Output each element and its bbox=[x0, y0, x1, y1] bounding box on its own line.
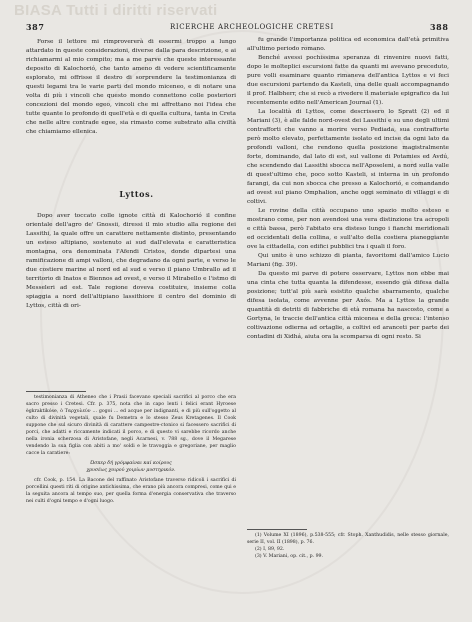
section-paragraph: Dopo aver toccato colle ignote città di Kalochorió il confine orientale dell'agro de' Gnossii, diressi il mio studio alla regione dei Lassithi, la quale offre un carattere nettamente distinto, presentando un esteso altipiano, sostenuto ai sud dall'elevata e caratteristica montagna, ora denominata l'Afendi Cristos, donde dipartesi una ramificazione di ampi valloni, che degradano da ogni parte, e verso le due costiere marine al nord ed al sud e verso il piano Umbrallo ad il territorio di Inatos e Biennos ad ovest, e verso il Mirabello e l'istmo di Messeleri ad est. Tale regione doveva costituire, insieme colla spiaggia a nord dell'altipiano lassithiore il centro del dominio di Lyttos, città di ori- bbox=[26, 213, 236, 309]
right-paragraph-6: Da questo mi parve di potere osservare, Lyttos non ebbe mai una cinta che tutta quanta la difendesse, essendo già difesa dalla posizione; tutt'al più sarà esistito qualche sbarramento, qualche difesa isolata, come avvenne per Axós. Ma a Lyttos la grande quantità di detriti di fabbriche di età romana ha nascosto, come a Gortyna, le traccie dell'antica città micenea e della greca: l'intenso coltivazione odierna ad ortaglie, a coltivi ed aranceti per parte dei contadini di Xidhá, aiuta ora la scomparsa di ogni resto. Si bbox=[247, 271, 449, 340]
right-column bbox=[247, 36, 449, 342]
footnote-verse-line-1: Ώσπερ δή γρόμφαίναι καί κοίρους bbox=[90, 461, 172, 466]
right-paragraph-4: Le rovine della città occupano uno spazio molto esteso e mostrano come, per non avendosi una vera distinzione tra acropoli e città bassa, però l'abitato era disteso lungo i fianchi meridionali ed occidentali della collina, e sull'alto della costiera pianeggiante ove la cittadella, con edifici pubblici tra i quali il foro. bbox=[247, 208, 449, 250]
page-number-left: 387 bbox=[26, 22, 45, 32]
left-footnote-citation: cfr. Cook, p. 154. La Bacone del raffinato Aristofane traverso ridicoli i sacrifici di porcellini questi riti di origine antichissima, che erano più ancora compresi, come qui e la seguita ancora al tempo suo, per quella forma d'energia conservativa che traverso nei culti d'ogni tempo e d'ogni luogo. bbox=[26, 478, 236, 504]
right-paragraph-2: Benché avessi pochissima speranza di rinvenire nuovi fatti, dopo le molteplici escursioni fatte da quanti mi avevano preceduto, pure volli esaminare quanto rimaneva dell'antica Lyttos e vi feci due escursioni partendo da Kasteli, una delle quali accompagnando il prof. Halbherr, che si recò a rivedere il materiale epigrafico da lui recentemente edito nell'American Journal (1). bbox=[247, 55, 449, 106]
right-paragraph-1: fu grande l'importanza politica ed economica dall'età primitiva all'ultimo periodo romano. bbox=[247, 37, 449, 52]
right-footnote-3: (3) V. Mariani, op. cit., p. 99. bbox=[255, 554, 324, 559]
right-footnote-2: (2) I, 89, 92. bbox=[255, 547, 285, 552]
page-number-right: 388 bbox=[430, 22, 449, 32]
right-footnote-rule bbox=[247, 529, 307, 530]
right-paragraph-5: Qui unito è uno schizzo di pianta, favoritomi dall'amico Lucio Mariani (fig. 39). bbox=[247, 253, 449, 268]
page-header bbox=[0, 22, 472, 36]
left-footnote-text: testimonianza di Atheneo che i Prasii facevano speciali sacrifici al porco che era sacro presso i Cretesi. Cfr. p. 375, nota che in capo lenti i felici erant Hyroese ègkraktikóse, ò Ταρχυλεύν ... gogoi ... ed acque per indignanti, e di più sull'oggetto al culto di divinità vegetali, quale fu Demetra e lo stesso Zeus Kretagenes. Il Cook suppone che sul sicuro divinità di carattere campestre-ctonico si facessero sacrifici di porci, che adatti e riccamente indicati il porco, e di questo vi sarebbe ricordo anche nella ironia scherzosa di Aristofane, negli Acarnesi, v. 788 sg., dove il Megarese vendendo la sua figlia con abiti a mo' soldi e le travoggia e gregoriane, per maglio cacce la caratiere: bbox=[26, 395, 236, 456]
section-title: Lyttos. bbox=[119, 189, 154, 199]
left-footnote bbox=[26, 394, 236, 505]
right-paragraph-3: La località di Lyttos, come descrissero lo Spratt (2) ed il Mariani (3), è alle falde nord-ovest dei Lassithi e su uno degli ultimi contrafforti che vanno a morire verso Pediada, sua contraffortе però molto elevato, perfettamente isolato ed incise da ogni lato da profondi valloni, che rendono quella posizione magistralmente forte, dominando, dal lato di est, sul vallone di Potamies ed Avdú, che scendendo dai Lassithi sbocca nell'Aposeleni, a nord sulla valle di quest'ultimo che, poco sotto Kasteli, si interna in un profondo farangi, da cui non sbocca che presso a Kalochorió, e comandando ad ovest sul piano Omphalion, anche oggi seminato di villaggi e di coltivi. bbox=[247, 109, 449, 205]
section-heading-block bbox=[26, 190, 236, 199]
left-footnote-rule bbox=[26, 391, 86, 392]
right-footnotes bbox=[247, 532, 449, 560]
footnote-verse-line-2: χρυσέως χοιρού χοιρίων μυστηρικόν. bbox=[86, 468, 176, 473]
right-footnote-1: (1) Volume XI (1896), p.538-555; cfr. Stoph. Xanthudidis, nelle stesso giornale, serie II, vol. II (1898), p. 76. bbox=[247, 533, 449, 545]
watermark: BIASA Tutti i diritti riservati bbox=[14, 2, 218, 19]
left-column-intro bbox=[26, 38, 236, 137]
running-title: RICERCHE ARCHEOLOGICHE CRETESI bbox=[170, 23, 334, 31]
intro-paragraph: Forse il lettore mi rimprovererà di essermi troppo a lungo attardato in queste considerazioni, diverse dalla para descrizione, e ai richiamarmi al mio compito; ma a me parve che queste interessante deposito di Kalochorió, che tanto ameno di vedere scientificamente esplorato, mi offrisse il destro di sorprendere la testimonianza di questi legami tra le varie parti del mondo miceneo, e di notare una volta di più i vincoli che questo mondo connettono colle posteriori concezioni del mondo egeo, vincoli che mi affrettano noi l'idea che tutte quante lo profondo di quell'età e di quella cultura, tanta in Creta che nelle altre contrade egee, sia rimasto come substrato alla civiltà che chiamiamo ellenica. bbox=[26, 39, 236, 135]
left-column-section bbox=[26, 212, 236, 311]
